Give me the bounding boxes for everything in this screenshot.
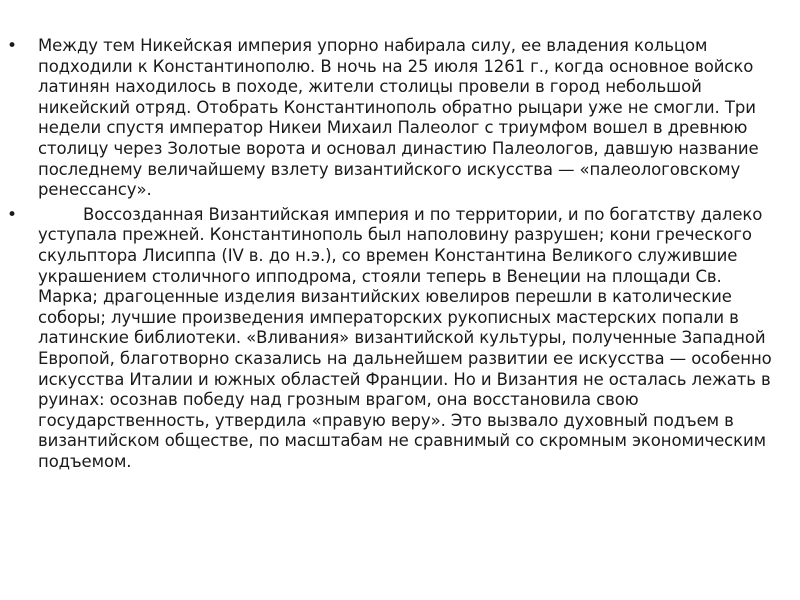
paragraph-1: Между тем Никейская империя упорно набирала силу, ее владения кольцом подходили к Константинополю. В ночь на 25 июля 1261 г., когда основное войско латинян находилось в походе, жители столицы провели в город небольшой никейский отряд. Отобрать Константинополь обратно рыцари уже не смогли. Три недели спустя император Никеи Михаил Палеолог с триумфом вошел в древнюю столицу через Золотые ворота и основал династию Палеологов, давшую название последнему величайшему взлету византийского искусства — «палеологовскому ренессансу». — [38, 36, 759, 200]
bullet-item-1 — [0, 36, 800, 201]
paragraph-2: Воссозданная Византийская империя и по территории, и по богатству далеко уступала прежней. Константинополь был наполовину разрушен; кони греческого скульптора Лисиппа (IV в. до н.э.), со времен Константина Великого служившие украшением столичного ипподрома, стояли теперь в Венеции на площади Св. Марка; драгоценные изделия византийских ювелиров перешли в католические соборы; лучшие произведения императорских рукописных мастерских попали в латинские библиотеки. «Вливания» византийской культуры, полученные Западной Европой, благотворно сказались на дальнейшем развитии ее искусства — особенно искусства Италии и южных областей Франции. Но и Византия не осталась лежать в руинах: осознав победу над грозным врагом, она восстановила свою государственность, утвердила «правую веру». Это вызвало духовный подъем в византийском обществе, по масштабам не сравнимый со скромным экономическим подъемом. — [38, 204, 772, 471]
bullet-dot-icon: • — [6, 36, 18, 56]
bullet-dot-icon: • — [6, 204, 18, 225]
bullet-item-2 — [0, 205, 800, 473]
bullet-list — [0, 36, 800, 476]
